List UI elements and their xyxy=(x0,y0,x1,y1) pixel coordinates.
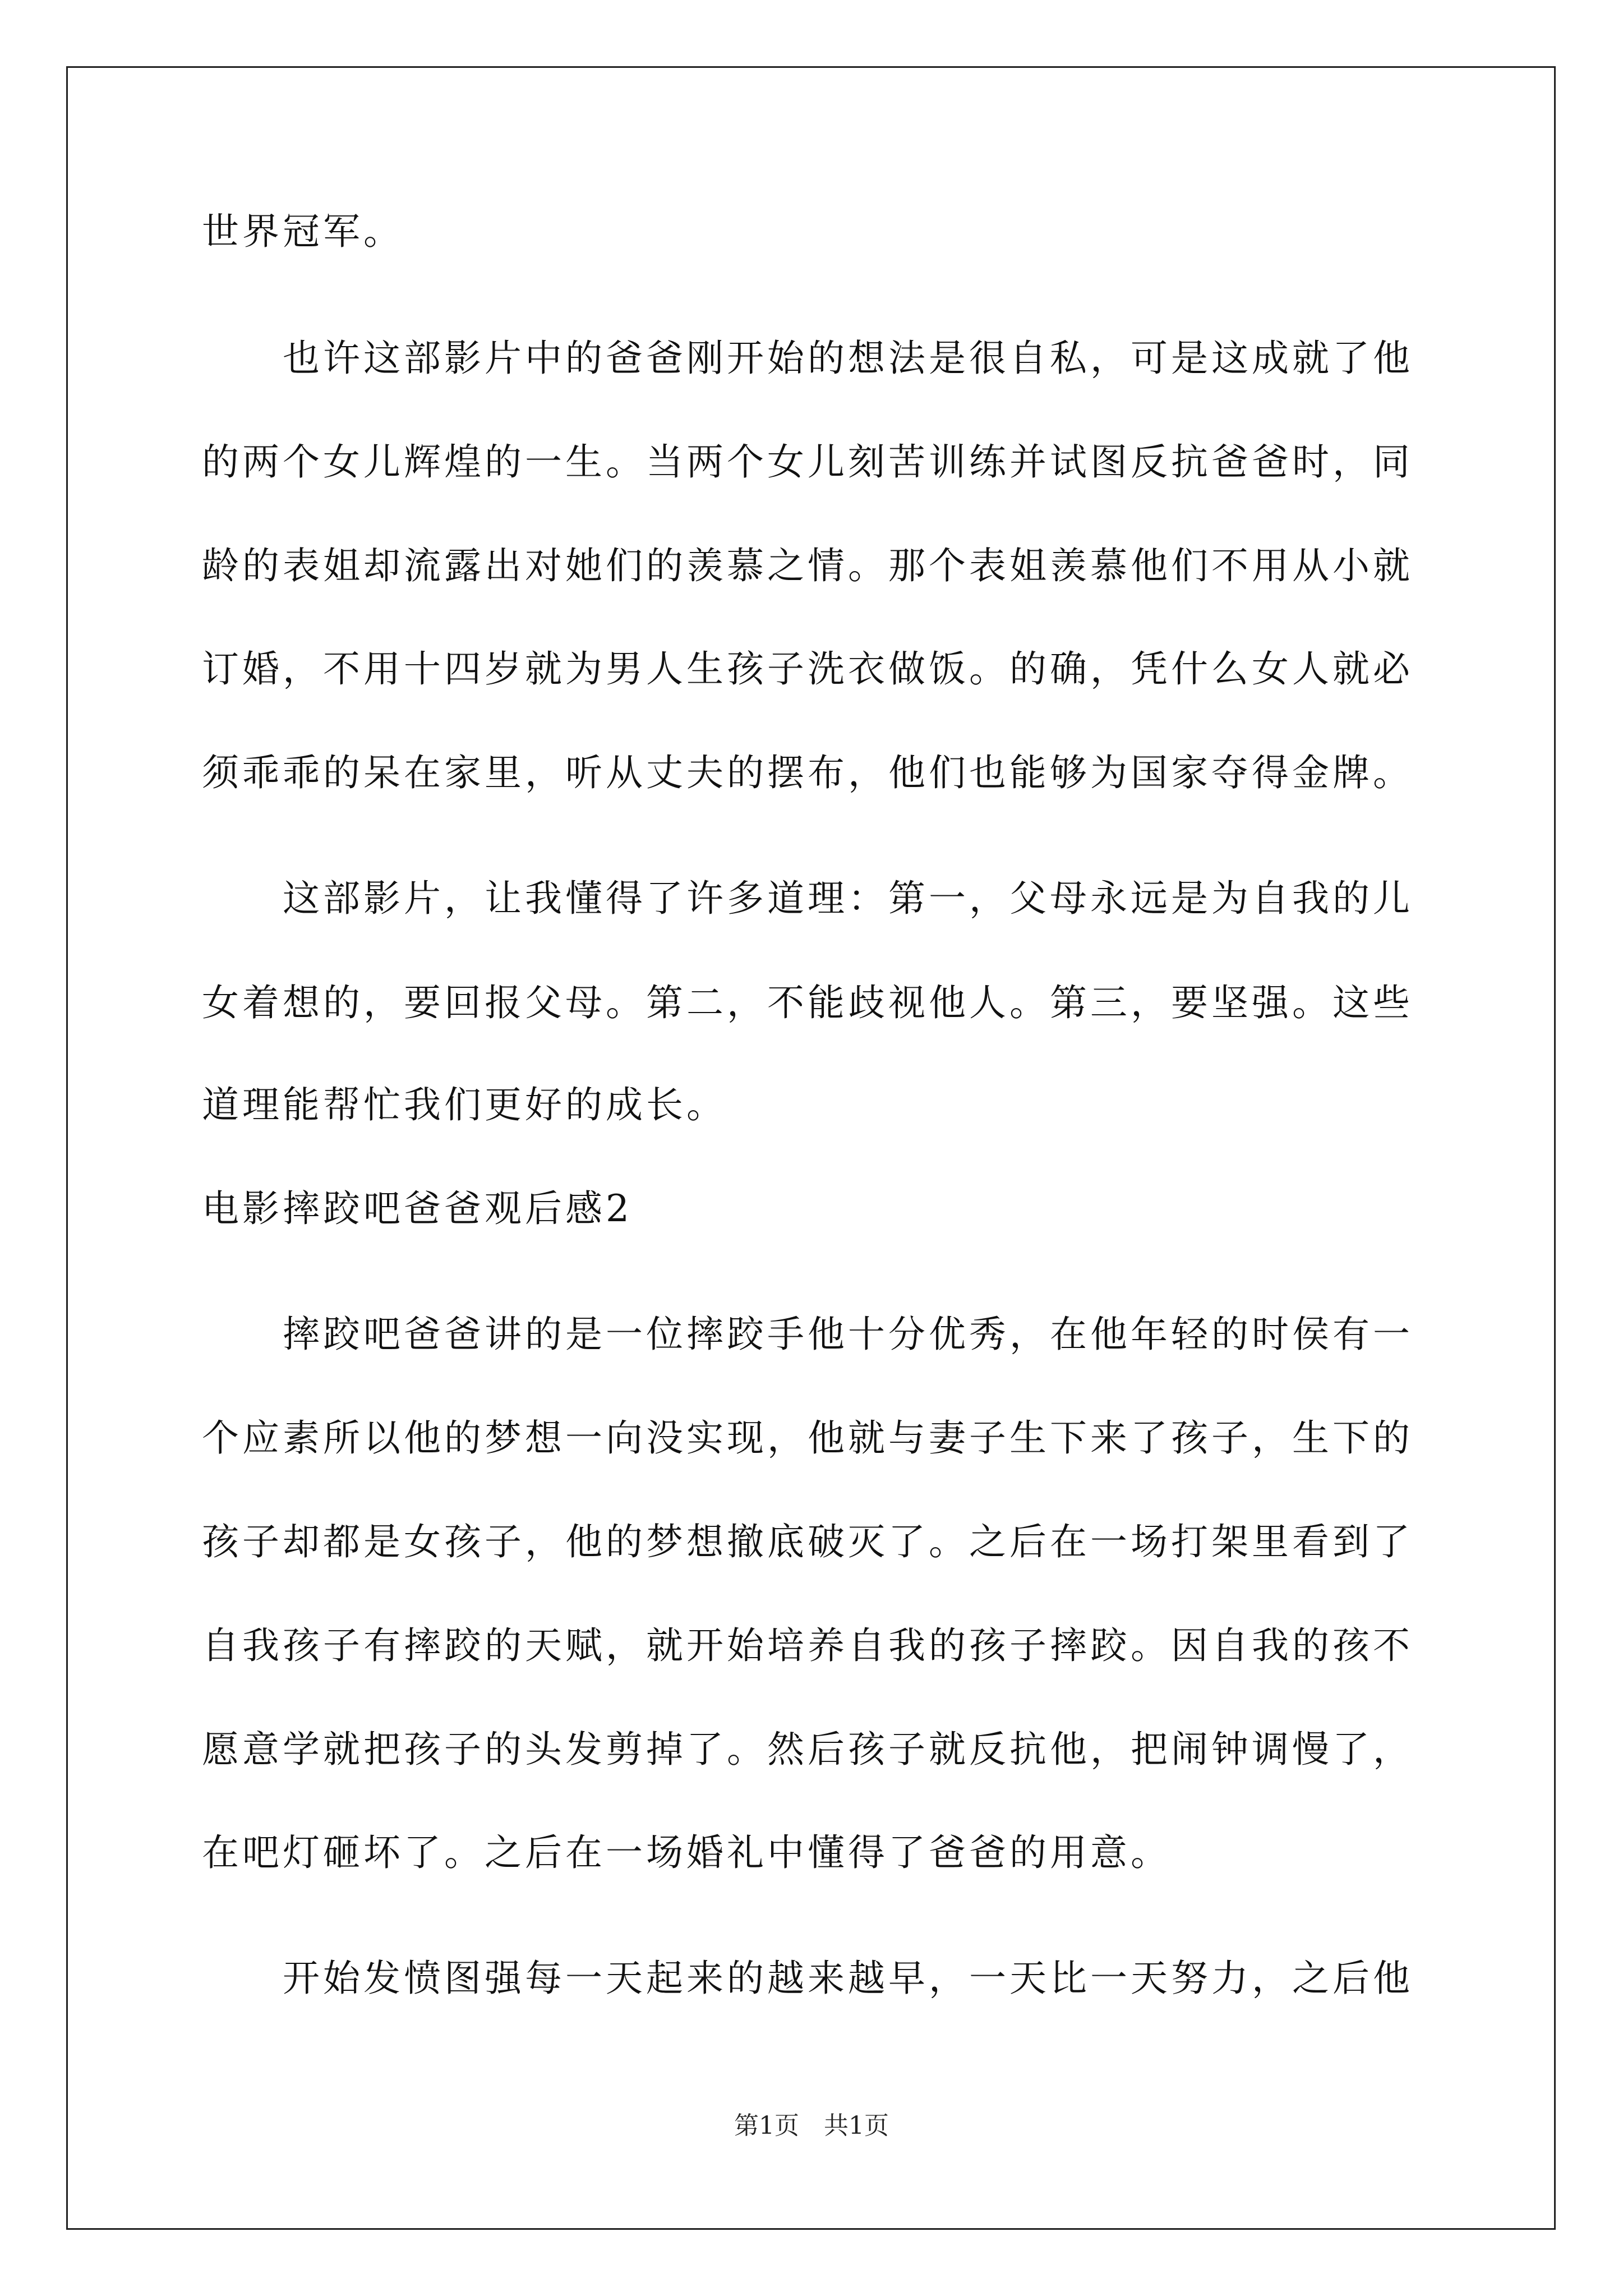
text-line: 订婚，不用十四岁就为男人生孩子洗衣做饭。的确，凭什么女人就必 xyxy=(202,647,1413,691)
text-line: 须乖乖的呆在家里，听从丈夫的摆布，他们也能够为国家夺得金牌。 xyxy=(202,751,1413,794)
section-heading: 电影摔跤吧爸爸观后感2 xyxy=(202,1187,633,1230)
paragraph-start-line: 这部影片，让我懂得了许多道理：第一，父母永远是为自我的儿 xyxy=(283,877,1413,920)
text-line: 女着想的，要回报父母。第二，不能歧视他人。第三，要坚强。这些 xyxy=(202,981,1413,1024)
text-line: 孩子却都是女孩子，他的梦想撤底破灭了。之后在一场打架里看到了 xyxy=(202,1520,1413,1563)
text-line: 龄的表姐却流露出对她们的羡慕之情。那个表姐羡慕他们不用从小就 xyxy=(202,544,1413,587)
text-line: 道理能帮忙我们更好的成长。 xyxy=(202,1083,727,1126)
paragraph-start-line: 开始发愤图强每一天起来的越来越早，一天比一天努力，之后他 xyxy=(283,1957,1413,2000)
text-line: 自我孩子有摔跤的天赋，就开始培养自我的孩子摔跤。因自我的孩不 xyxy=(202,1624,1413,1667)
paragraph-start-line: 也许这部影片中的爸爸刚开始的想法是很自私，可是这成就了他 xyxy=(283,337,1413,380)
text-line: 世界冠军。 xyxy=(202,210,404,253)
text-line: 愿意学就把孩子的头发剪掉了。然后孩子就反抗他，把闹钟调慢了， xyxy=(202,1728,1413,1771)
text-line: 个应素所以他的梦想一向没实现，他就与妻子生下来了孩子，生下的 xyxy=(202,1416,1413,1460)
text-line: 在吧灯砸坏了。之后在一场婚礼中懂得了爸爸的用意。 xyxy=(202,1831,1171,1874)
text-line: 的两个女儿辉煌的一生。当两个女儿刻苦训练并试图反抗爸爸时，同 xyxy=(202,440,1413,484)
page-number: 第1页 共1页 xyxy=(734,2111,889,2140)
page-border xyxy=(66,66,1556,2230)
paragraph-start-line: 摔跤吧爸爸讲的是一位摔跤手他十分优秀，在他年轻的时侯有一 xyxy=(283,1313,1413,1356)
